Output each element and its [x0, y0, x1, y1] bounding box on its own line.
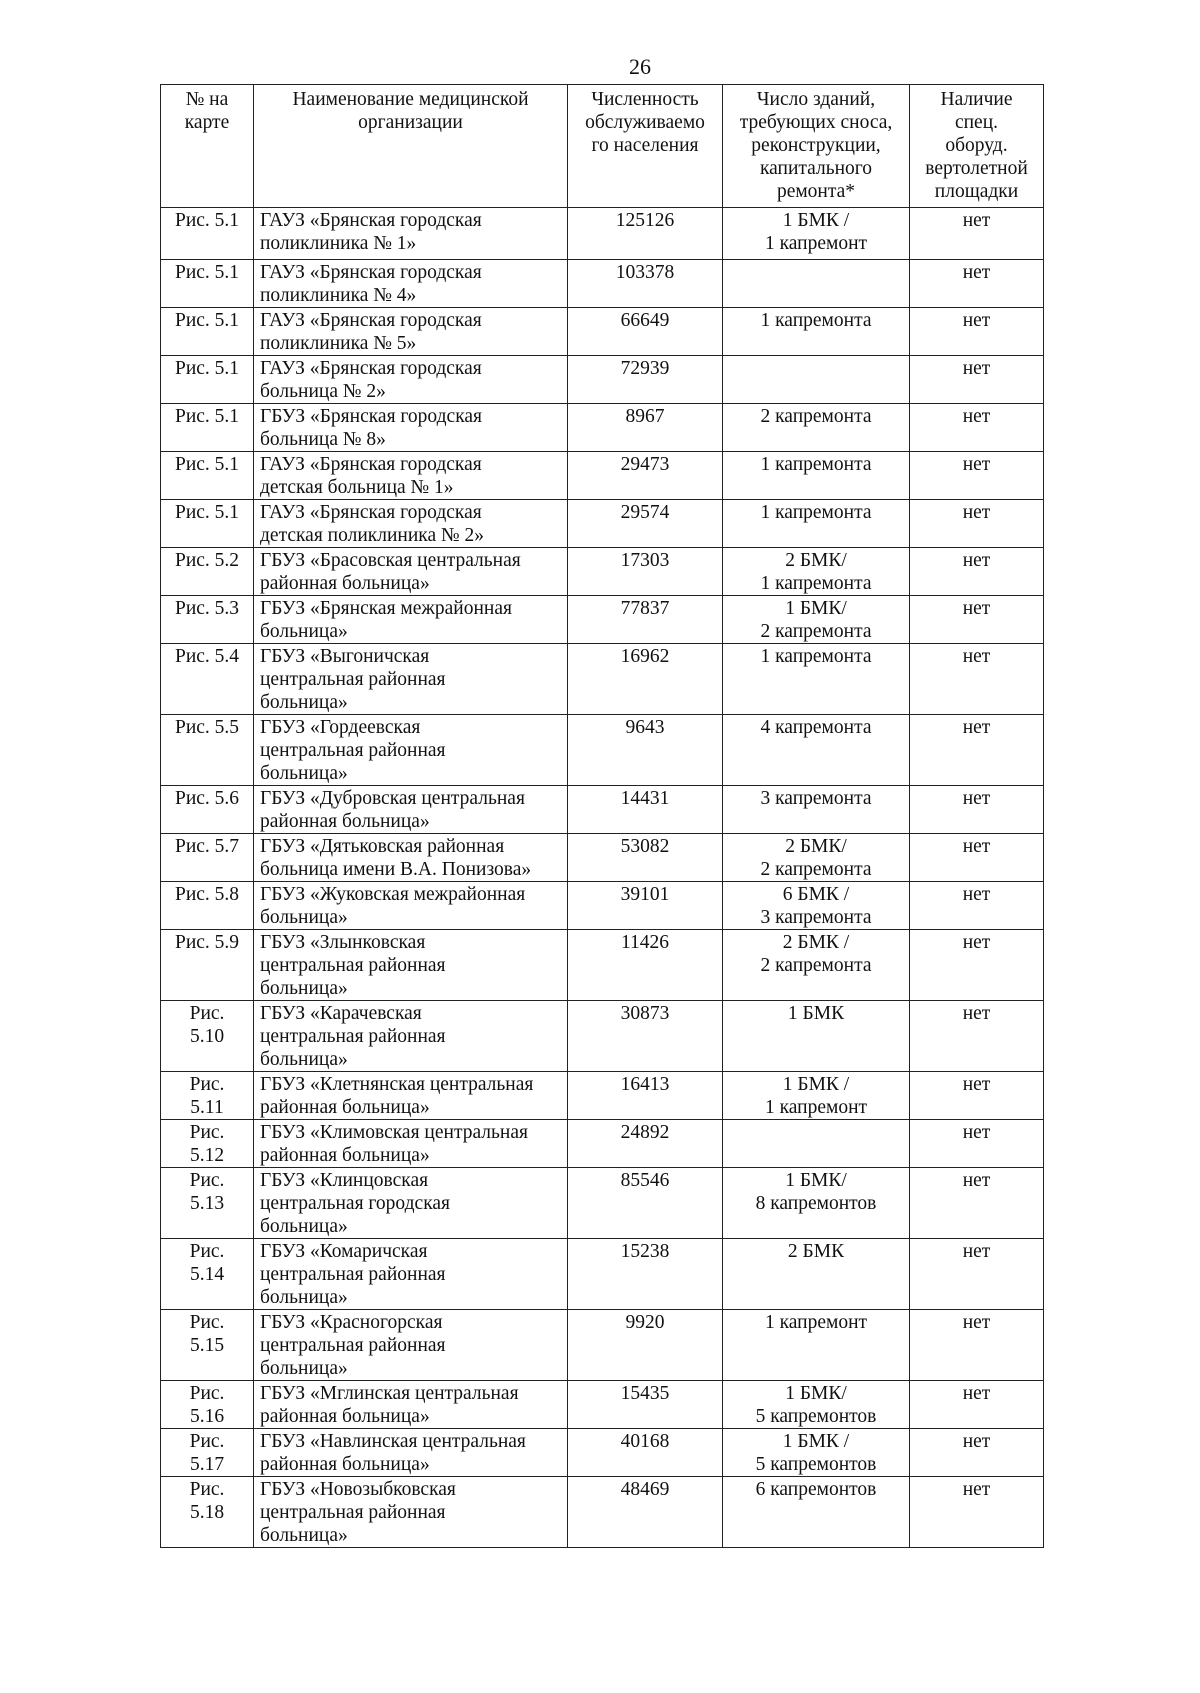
text-line: 4 капремонта	[760, 717, 872, 738]
cell-map-number	[161, 1477, 254, 1548]
text-line: ГАУЗ «Брянская городская	[260, 454, 482, 475]
text-line: Рис. 5.9	[174, 932, 240, 953]
text-line: ГАУЗ «Брянская городская	[260, 310, 482, 331]
table-row	[161, 260, 1044, 308]
text-line: районная больница»	[260, 1454, 430, 1475]
cell-helipad: нет	[910, 404, 1044, 452]
text-line: Рис. 5.6	[174, 788, 240, 809]
cell-helipad: нет	[910, 1001, 1044, 1072]
text-line: центральная районная	[260, 1026, 446, 1047]
text-line: ГБУЗ «Новозыбковская	[260, 1479, 456, 1500]
cell-organization-name	[254, 452, 568, 500]
cell-buildings	[723, 596, 910, 644]
cell-helipad: нет	[910, 1310, 1044, 1381]
text-line: Рис. 5.3	[174, 598, 240, 619]
cell-buildings	[723, 1239, 910, 1310]
text-line: 5.11	[190, 1097, 224, 1118]
cell-buildings	[723, 1310, 910, 1381]
cell-population: 125126	[568, 208, 723, 260]
text-line: ГБУЗ «Дятьковская районная	[260, 836, 505, 857]
cell-map-number	[161, 1072, 254, 1120]
cell-organization-name	[254, 644, 568, 715]
table-row	[161, 208, 1044, 260]
cell-helipad: нет	[910, 596, 1044, 644]
text-line: 5.15	[189, 1335, 225, 1356]
text-line: ГБУЗ «Гордеевская	[260, 717, 421, 738]
cell-organization-name	[254, 930, 568, 1001]
text-line: детская поликлиника № 2»	[260, 525, 484, 546]
text-line: 2 капремонта	[760, 406, 872, 427]
cell-buildings	[723, 260, 910, 308]
cell-map-number	[161, 452, 254, 500]
cell-buildings	[723, 356, 910, 404]
text-line: 1 БМК/	[785, 1170, 847, 1191]
text-line: спец.	[954, 112, 999, 133]
table-row	[161, 882, 1044, 930]
table-row	[161, 452, 1044, 500]
cell-map-number	[161, 644, 254, 715]
table-row	[161, 1381, 1044, 1429]
text-line: поликлиника № 4»	[260, 285, 417, 306]
cell-organization-name	[254, 404, 568, 452]
text-line: 1 капремонт	[764, 1097, 868, 1118]
text-line: Рис.	[189, 1431, 225, 1452]
text-line: ГБУЗ «Мглинская центральная	[260, 1383, 519, 1404]
cell-buildings	[723, 786, 910, 834]
cell-helipad: нет	[910, 452, 1044, 500]
text-line: районная больница»	[260, 1097, 430, 1118]
table-row	[161, 715, 1044, 786]
text-line: Рис.	[189, 1074, 225, 1095]
cell-helipad: нет	[910, 834, 1044, 882]
cell-population: 66649	[568, 308, 723, 356]
table-row	[161, 1310, 1044, 1381]
text-line: поликлиника № 1»	[260, 233, 417, 254]
text-line: Рис. 5.4	[174, 646, 240, 667]
text-line: больница»	[260, 1358, 348, 1379]
text-line: районная больница»	[260, 1406, 430, 1427]
text-line: центральная районная	[260, 1264, 446, 1285]
table-header	[161, 85, 1044, 208]
cell-organization-name	[254, 834, 568, 882]
cell-population: 17303	[568, 548, 723, 596]
cell-helipad: нет	[910, 1429, 1044, 1477]
table-row	[161, 404, 1044, 452]
text-line: больница имени В.А. Понизова»	[260, 859, 532, 880]
text-line: Рис. 5.1	[174, 210, 240, 231]
text-line: 1 БМК/	[785, 598, 847, 619]
cell-helipad: нет	[910, 1072, 1044, 1120]
text-line: больница № 8»	[260, 429, 386, 450]
table-row	[161, 1239, 1044, 1310]
header-population	[568, 85, 723, 208]
table-body	[161, 208, 1044, 1548]
cell-population: 9920	[568, 1310, 723, 1381]
text-line: 2 капремонта	[760, 859, 872, 880]
cell-population: 11426	[568, 930, 723, 1001]
text-line: центральная городская	[260, 1193, 451, 1214]
text-line: Рис.	[189, 1170, 225, 1191]
cell-buildings	[723, 834, 910, 882]
text-line: 2 капремонта	[760, 955, 872, 976]
cell-population: 29574	[568, 500, 723, 548]
text-line: 1 БМК /	[782, 210, 850, 231]
cell-helipad: нет	[910, 356, 1044, 404]
header-organization-name	[254, 85, 568, 208]
cell-map-number	[161, 548, 254, 596]
cell-buildings	[723, 1168, 910, 1239]
text-line: 5.17	[189, 1454, 225, 1475]
text-line: районная больница»	[260, 573, 430, 594]
text-line: вертолетной	[925, 158, 1028, 179]
cell-population: 103378	[568, 260, 723, 308]
cell-population: 39101	[568, 882, 723, 930]
cell-map-number	[161, 1168, 254, 1239]
cell-organization-name	[254, 1381, 568, 1429]
table-row	[161, 1429, 1044, 1477]
text-line: больница»	[260, 1216, 348, 1237]
cell-population: 15238	[568, 1239, 723, 1310]
table-row	[161, 308, 1044, 356]
cell-helipad: нет	[910, 208, 1044, 260]
cell-map-number	[161, 715, 254, 786]
text-line: капитального	[759, 158, 873, 179]
table-row	[161, 1120, 1044, 1168]
cell-helipad: нет	[910, 644, 1044, 715]
text-line: ГБУЗ «Брасовская центральная	[260, 550, 521, 571]
text-line: Рис. 5.1	[174, 406, 240, 427]
cell-population: 53082	[568, 834, 723, 882]
cell-helipad: нет	[910, 715, 1044, 786]
cell-buildings	[723, 1477, 910, 1548]
text-line: 1 капремонта	[760, 646, 872, 667]
text-line: Рис.	[189, 1312, 225, 1333]
text-line: больница»	[260, 621, 348, 642]
cell-helipad: нет	[910, 260, 1044, 308]
table-row	[161, 644, 1044, 715]
text-line: 5.14	[189, 1264, 225, 1285]
cell-population: 24892	[568, 1120, 723, 1168]
text-line: 5.12	[189, 1145, 225, 1166]
text-line: обслуживаемо	[585, 112, 705, 133]
text-line: 6 БМК /	[782, 884, 850, 905]
cell-organization-name	[254, 1120, 568, 1168]
cell-helipad: нет	[910, 500, 1044, 548]
header-row	[161, 85, 1044, 208]
cell-organization-name	[254, 500, 568, 548]
table-row	[161, 930, 1044, 1001]
text-line: ГАУЗ «Брянская городская	[260, 358, 482, 379]
cell-buildings	[723, 208, 910, 260]
cell-population: 29473	[568, 452, 723, 500]
cell-map-number	[161, 260, 254, 308]
cell-helipad: нет	[910, 930, 1044, 1001]
text-line: ГБУЗ «Климовская центральная	[260, 1122, 528, 1143]
cell-map-number	[161, 1381, 254, 1429]
table-row	[161, 548, 1044, 596]
cell-organization-name	[254, 1072, 568, 1120]
cell-buildings	[723, 1429, 910, 1477]
text-line: ГБУЗ «Красногорская	[260, 1312, 443, 1333]
cell-organization-name	[254, 548, 568, 596]
text-line: ремонта*	[776, 181, 856, 202]
text-line: Рис.	[189, 1241, 225, 1262]
cell-buildings	[723, 308, 910, 356]
cell-map-number	[161, 404, 254, 452]
cell-buildings	[723, 452, 910, 500]
cell-map-number	[161, 596, 254, 644]
cell-organization-name	[254, 882, 568, 930]
cell-helipad: нет	[910, 1120, 1044, 1168]
cell-map-number	[161, 356, 254, 404]
text-line: оборуд.	[945, 135, 1008, 156]
text-line: 1 капремонта	[760, 310, 872, 331]
cell-map-number	[161, 308, 254, 356]
cell-organization-name	[254, 1477, 568, 1548]
cell-map-number	[161, 786, 254, 834]
cell-organization-name	[254, 1239, 568, 1310]
cell-buildings	[723, 548, 910, 596]
text-line: 2 капремонта	[760, 621, 872, 642]
text-line: 6 капремонтов	[755, 1479, 877, 1500]
cell-population: 72939	[568, 356, 723, 404]
cell-population: 30873	[568, 1001, 723, 1072]
cell-population: 8967	[568, 404, 723, 452]
cell-helipad: нет	[910, 786, 1044, 834]
text-line: 1 капремонт	[764, 233, 868, 254]
cell-map-number	[161, 1001, 254, 1072]
text-line: больница»	[260, 907, 348, 928]
text-line: 1 БМК /	[782, 1431, 850, 1452]
cell-organization-name	[254, 1168, 568, 1239]
cell-helipad: нет	[910, 1477, 1044, 1548]
text-line: 5.10	[189, 1026, 225, 1047]
cell-population: 16413	[568, 1072, 723, 1120]
cell-map-number	[161, 208, 254, 260]
text-line: ГБУЗ «Злынковская	[260, 932, 426, 953]
cell-map-number	[161, 1239, 254, 1310]
text-line: 5.18	[189, 1502, 225, 1523]
text-line: го населения	[591, 135, 699, 156]
table-row	[161, 834, 1044, 882]
text-line: районная больница»	[260, 1145, 430, 1166]
cell-buildings	[723, 1120, 910, 1168]
text-line: 2 БМК /	[782, 932, 850, 953]
cell-organization-name	[254, 1429, 568, 1477]
text-line: больница»	[260, 1525, 348, 1546]
text-line: ГАУЗ «Брянская городская	[260, 262, 482, 283]
text-line: Рис. 5.1	[174, 310, 240, 331]
cell-organization-name	[254, 596, 568, 644]
text-line: № на	[185, 89, 229, 110]
cell-population: 85546	[568, 1168, 723, 1239]
text-line: поликлиника № 5»	[260, 333, 417, 354]
text-line: 1 БМК	[787, 1003, 845, 1024]
text-line: Рис. 5.2	[174, 550, 240, 571]
table-row	[161, 786, 1044, 834]
text-line: ГАУЗ «Брянская городская	[260, 502, 482, 523]
text-line: больница»	[260, 1049, 348, 1070]
cell-helipad: нет	[910, 548, 1044, 596]
table-row	[161, 356, 1044, 404]
text-line: больница»	[260, 1287, 348, 1308]
text-line: площадки	[934, 181, 1019, 202]
table-row	[161, 1072, 1044, 1120]
cell-buildings	[723, 644, 910, 715]
cell-population: 15435	[568, 1381, 723, 1429]
text-line: Число зданий,	[756, 89, 876, 110]
text-line: Рис. 5.7	[174, 836, 240, 857]
cell-map-number	[161, 930, 254, 1001]
cell-organization-name	[254, 356, 568, 404]
text-line: больница № 2»	[260, 381, 386, 402]
text-line: Рис. 5.1	[174, 358, 240, 379]
text-line: центральная районная	[260, 1502, 446, 1523]
text-line: Наличие	[940, 89, 1013, 110]
text-line: Численность	[591, 89, 699, 110]
header-map-number	[161, 85, 254, 208]
text-line: 1 капремонт	[764, 1312, 868, 1333]
text-line: Рис. 5.8	[174, 884, 240, 905]
text-line: ГБУЗ «Жуковская межрайонная	[260, 884, 526, 905]
cell-buildings	[723, 500, 910, 548]
text-line: Рис.	[189, 1383, 225, 1404]
cell-population: 14431	[568, 786, 723, 834]
text-line: 5 капремонтов	[755, 1454, 877, 1475]
text-line: больница»	[260, 978, 348, 999]
text-line: ГБУЗ «Выгоничская	[260, 646, 430, 667]
text-line: требующих сноса,	[739, 112, 893, 133]
text-line: ГБУЗ «Дубровская центральная	[260, 788, 525, 809]
text-line: 1 БМК /	[782, 1074, 850, 1095]
cell-population: 48469	[568, 1477, 723, 1548]
text-line: Рис. 5.5	[174, 717, 240, 738]
text-line: 3 капремонта	[760, 907, 872, 928]
text-line: больница»	[260, 763, 348, 784]
text-line: 2 БМК/	[785, 550, 847, 571]
cell-buildings	[723, 1381, 910, 1429]
organizations-table	[160, 84, 1044, 1548]
cell-population: 40168	[568, 1429, 723, 1477]
text-line: Рис. 5.1	[174, 454, 240, 475]
cell-buildings	[723, 404, 910, 452]
text-line: Рис. 5.1	[174, 262, 240, 283]
text-line: карте	[184, 112, 230, 133]
table-row	[161, 1001, 1044, 1072]
cell-map-number	[161, 1429, 254, 1477]
cell-helipad: нет	[910, 308, 1044, 356]
table-row	[161, 1168, 1044, 1239]
text-line: центральная районная	[260, 1335, 446, 1356]
cell-organization-name	[254, 715, 568, 786]
cell-buildings	[723, 1072, 910, 1120]
cell-buildings	[723, 1001, 910, 1072]
text-line: Рис.	[189, 1003, 225, 1024]
cell-map-number	[161, 1120, 254, 1168]
text-line: 2 БМК/	[785, 836, 847, 857]
text-line: районная больница»	[260, 811, 430, 832]
table-row	[161, 1477, 1044, 1548]
text-line: 8 капремонтов	[755, 1193, 877, 1214]
text-line: центральная районная	[260, 955, 446, 976]
text-line: 1 капремонта	[760, 573, 872, 594]
cell-buildings	[723, 882, 910, 930]
cell-organization-name	[254, 208, 568, 260]
cell-buildings	[723, 930, 910, 1001]
cell-helipad: нет	[910, 1239, 1044, 1310]
text-line: 1 капремонта	[760, 502, 872, 523]
page-number: 26	[629, 54, 651, 79]
text-line: 1 капремонта	[760, 454, 872, 475]
text-line: 5.13	[189, 1193, 225, 1214]
text-line: центральная районная	[260, 669, 446, 690]
cell-organization-name	[254, 308, 568, 356]
text-line: Рис. 5.1	[174, 502, 240, 523]
text-line: реконструкции,	[751, 135, 881, 156]
header-buildings	[723, 85, 910, 208]
cell-population: 9643	[568, 715, 723, 786]
text-line: Рис.	[189, 1479, 225, 1500]
cell-population: 16962	[568, 644, 723, 715]
text-line: ГБУЗ «Карачевская	[260, 1003, 422, 1024]
text-line: ГБУЗ «Клинцовская	[260, 1170, 429, 1191]
cell-helipad: нет	[910, 1381, 1044, 1429]
text-line: ГБУЗ «Брянская городская	[260, 406, 482, 427]
text-line: ГБУЗ «Навлинская центральная	[260, 1431, 526, 1452]
text-line: 5 капремонтов	[755, 1406, 877, 1427]
cell-organization-name	[254, 786, 568, 834]
text-line: ГАУЗ «Брянская городская	[260, 210, 482, 231]
table-row	[161, 596, 1044, 644]
cell-population: 77837	[568, 596, 723, 644]
text-line: центральная районная	[260, 740, 446, 761]
cell-organization-name	[254, 1310, 568, 1381]
cell-map-number	[161, 1310, 254, 1381]
text-line: ГБУЗ «Клетнянская центральная	[260, 1074, 534, 1095]
text-line: организации	[358, 112, 463, 133]
text-line: ГБУЗ «Комаричская	[260, 1241, 428, 1262]
text-line: детская больница № 1»	[260, 477, 454, 498]
text-line: 5.16	[189, 1406, 225, 1427]
cell-map-number	[161, 882, 254, 930]
cell-map-number	[161, 834, 254, 882]
text-line: 2 БМК	[787, 1241, 845, 1262]
text-line: 1 БМК/	[785, 1383, 847, 1404]
cell-organization-name	[254, 260, 568, 308]
text-line: Рис.	[189, 1122, 225, 1143]
table-row	[161, 500, 1044, 548]
header-helipad	[910, 85, 1044, 208]
cell-organization-name	[254, 1001, 568, 1072]
text-line: ГБУЗ «Брянская межрайонная	[260, 598, 512, 619]
text-line: Наименование медицинской	[292, 89, 529, 110]
cell-helipad: нет	[910, 1168, 1044, 1239]
text-line: 3 капремонта	[760, 788, 872, 809]
text-line: больница»	[260, 692, 348, 713]
cell-map-number	[161, 500, 254, 548]
cell-buildings	[723, 715, 910, 786]
cell-helipad: нет	[910, 882, 1044, 930]
